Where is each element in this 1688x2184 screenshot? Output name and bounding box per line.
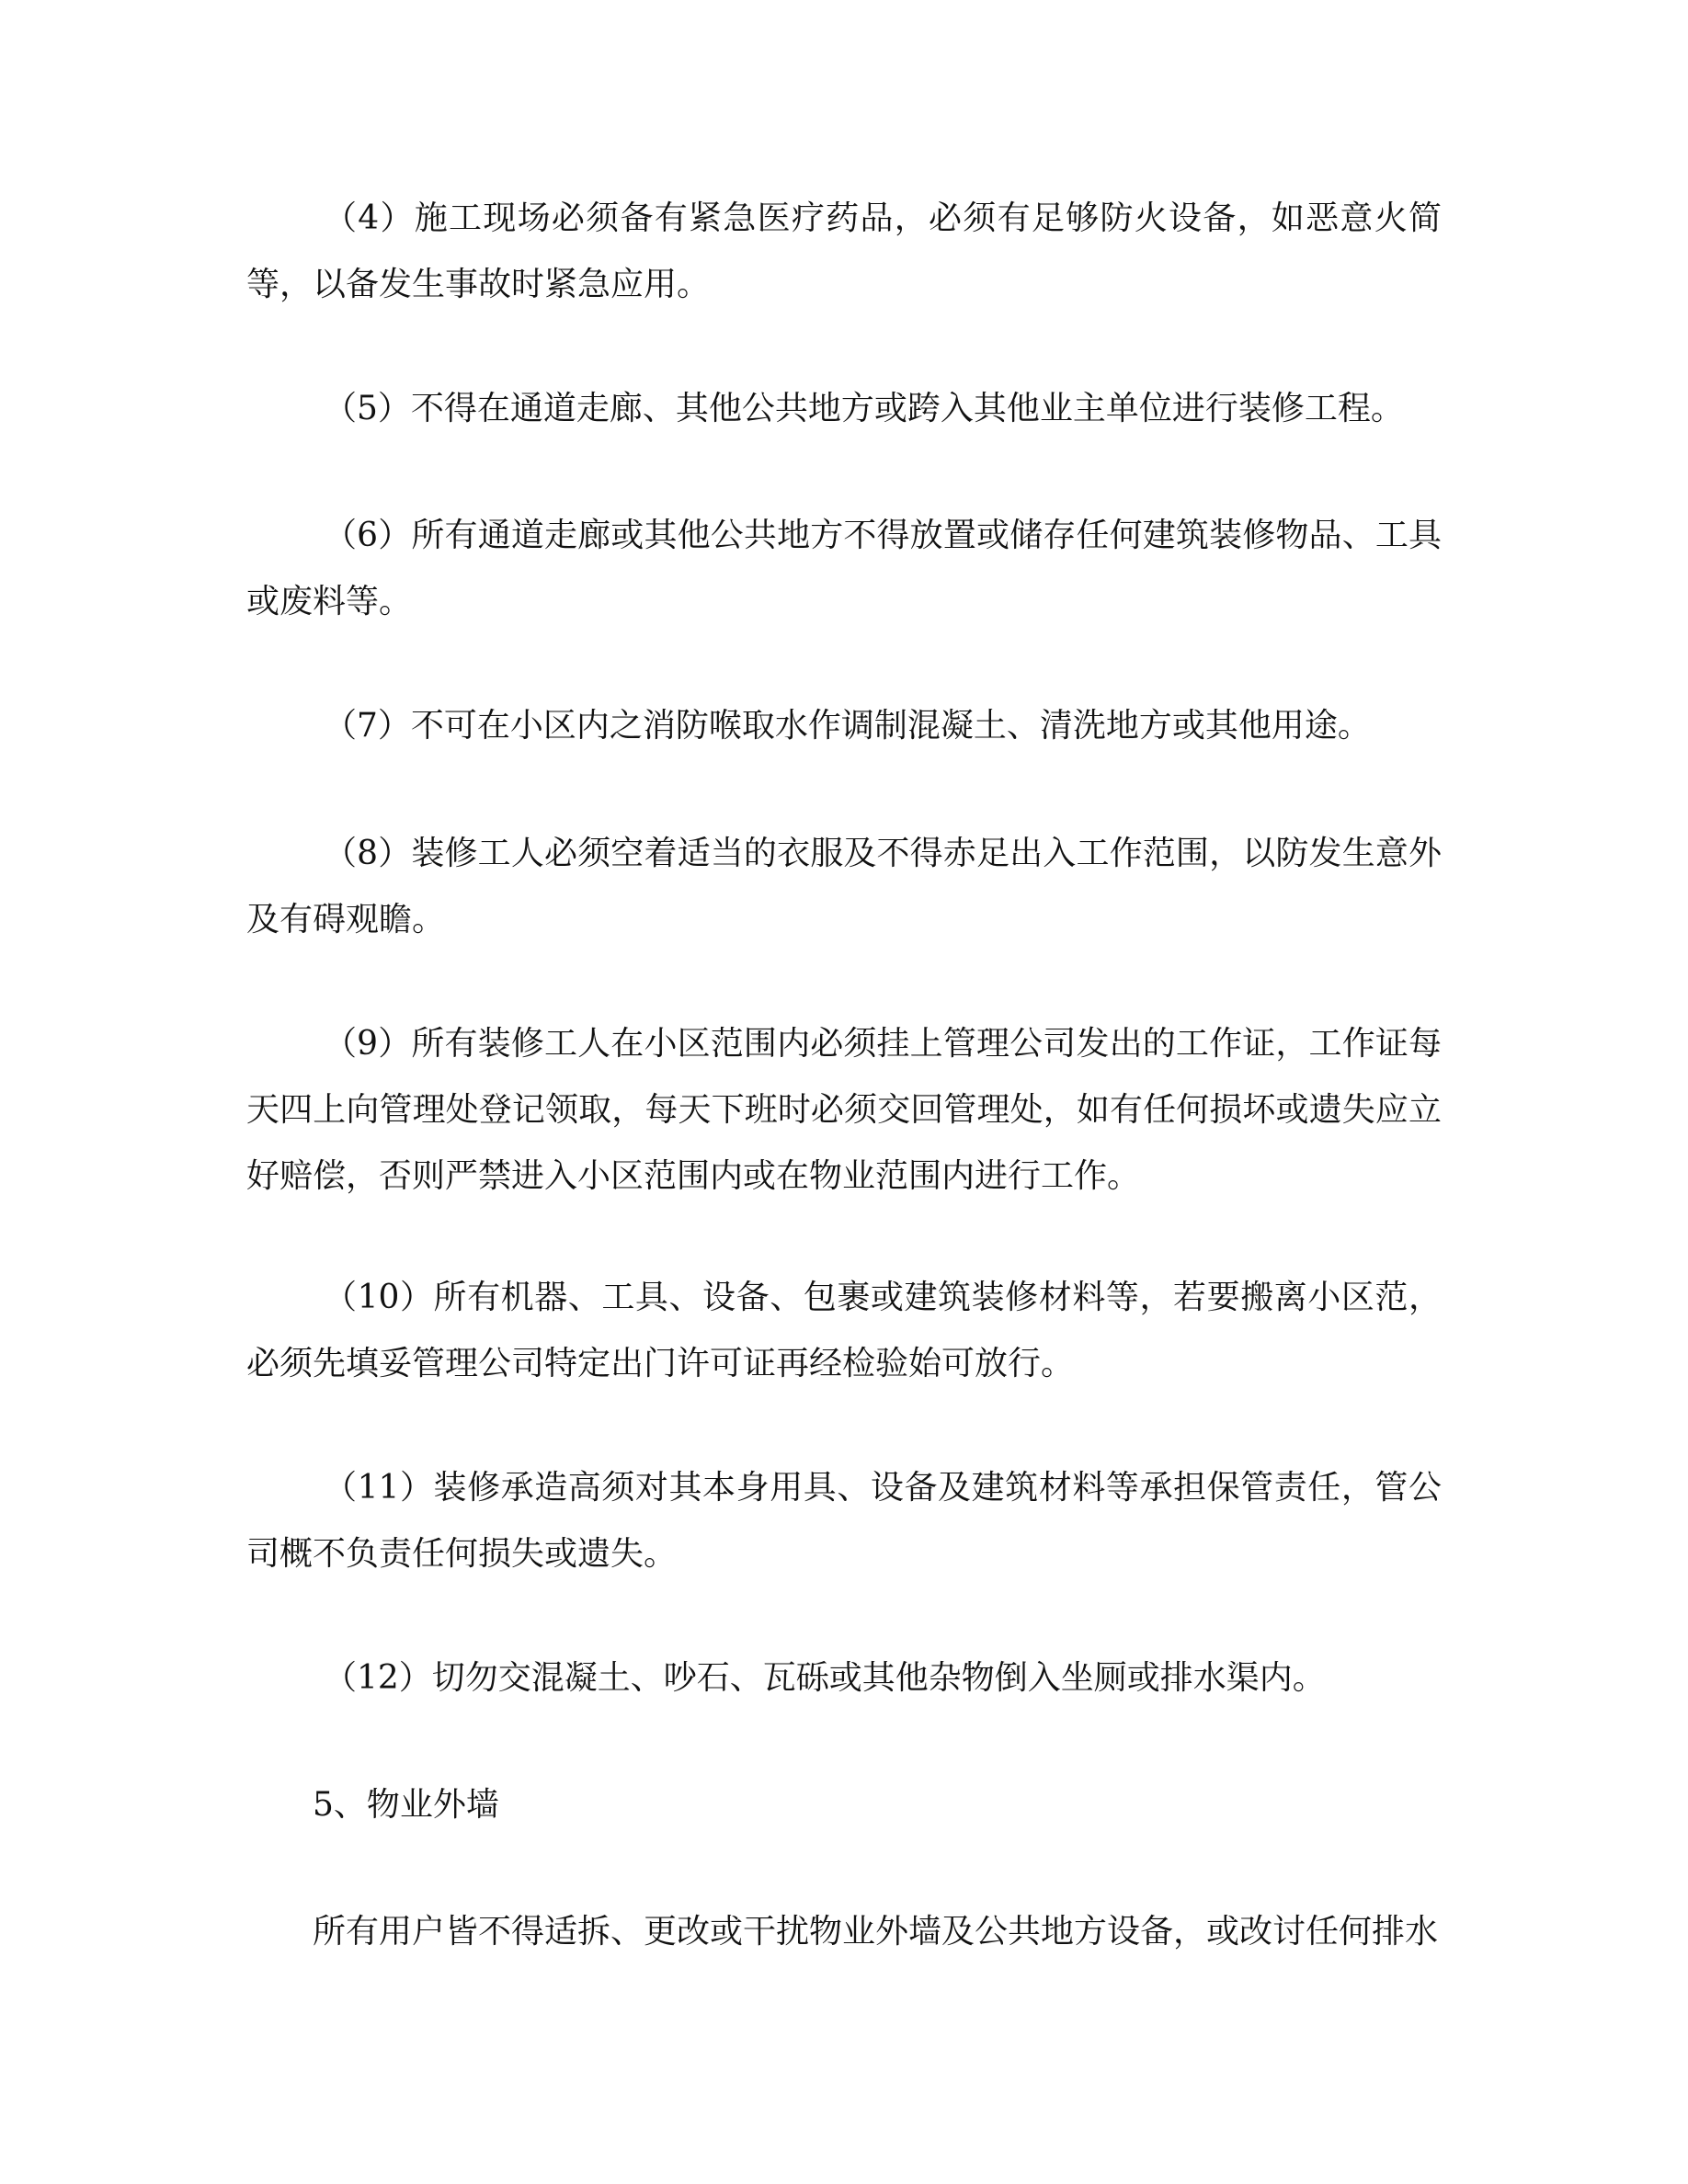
paragraph-item-11: （11）装修承造高须对其本身用具、设备及建筑材料等承担保管责任，管公司概不负责任何损失或遗失。 (246, 1469, 1442, 1573)
paragraph-item-12: （12）切勿交混凝土、吵石、瓦砾或其他杂物倒入坐厕或排水渠内。 (324, 1659, 1326, 1697)
section-5-body: 所有用户皆不得适拆、更改或干扰物业外墙及公共地方设备，或改讨任何排水 (313, 1913, 1439, 1951)
paragraph-item-8: （8）装修工人必须空着适当的衣服及不得赤足出入工作范围，以防发生意外及有碍观瞻。 (246, 835, 1442, 938)
paragraph-item-5: （5）不得在通道走廊、其他公共地方或跨入其他业主单位进行装修工程。 (324, 390, 1404, 427)
paragraph-item-9: （9）所有装修工人在小区范围内必须挂上管理公司发出的工作证，工作证每天四上向管理处登记领取，每天下班时必须交回管理处，如有任何损坏或遗失应立好赔偿，否则严禁进入小区范围内或在物业范围内进行工作。 (246, 1025, 1442, 1195)
paragraph-item-4: （4）施工现场必须备有紧急医疗药品，必须有足够防火设备，如恶意火简等，以备发生事故时紧急应用。 (246, 199, 1442, 303)
paragraph-item-6: （6）所有通道走廊或其他公共地方不得放置或储存任何建筑装修物品、工具或废料等。 (246, 517, 1442, 620)
section-heading-5: 5、物业外墙 (313, 1786, 499, 1824)
paragraph-item-7: （7）不可在小区内之消防喉取水作调制混凝土、清洗地方或其他用途。 (324, 707, 1371, 745)
paragraph-item-10: （10）所有机器、工具、设备、包裹或建筑装修材料等，若要搬离小区范，必须先填妥管理公司特定出门许可证再经检验始可放行。 (246, 1279, 1442, 1382)
